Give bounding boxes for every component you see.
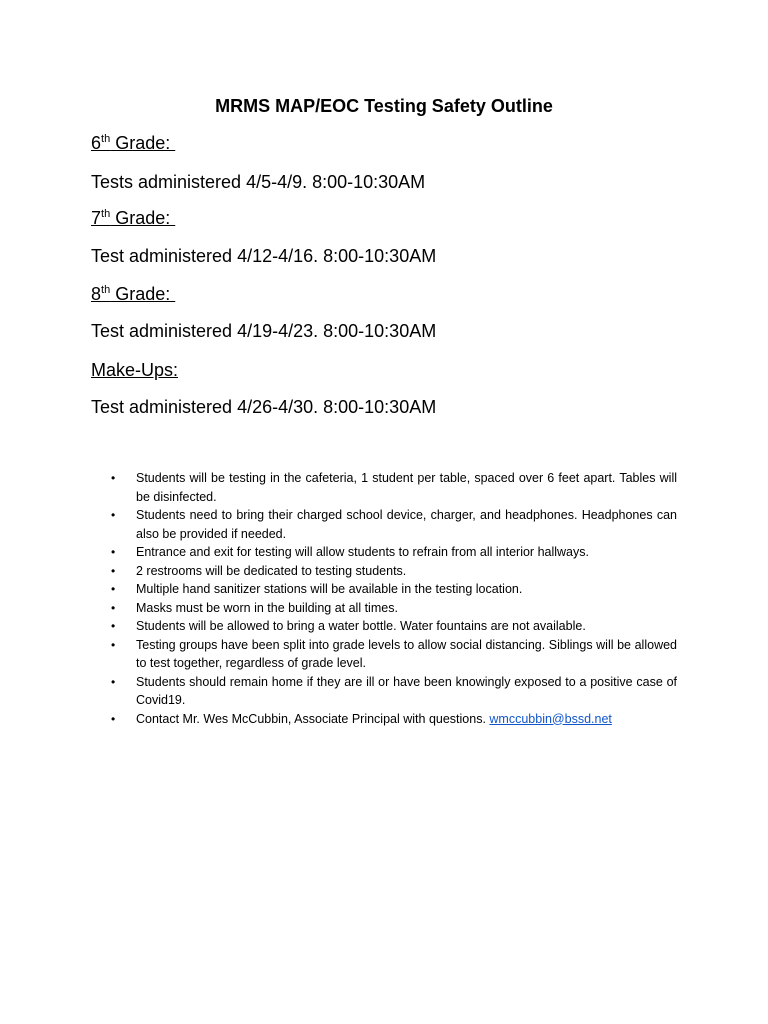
grade-number: 6 [91,133,102,153]
grade-suffix: th [101,133,111,145]
list-item [109,599,677,618]
grade-suffix: th [101,284,111,296]
bullet-dot: • [111,637,116,652]
list-item [109,562,677,581]
list-item [109,617,677,636]
bullet-dot: • [111,674,116,689]
makeups-administered: Test administered 4/26-4/30. 8:00-10:30AM [91,397,437,417]
grade-label: Grade: [110,208,176,228]
bullet-dot: • [111,711,116,726]
list-item [109,506,677,543]
bullet-dot: • [111,508,116,522]
list-item-text: 2 restrooms will be dedicated to testing students. [136,563,407,578]
grade-label: Grade: [110,284,176,304]
bullet-dot: • [111,471,116,485]
grade-8-heading [91,282,175,306]
grade-label: Grade: [110,133,176,153]
list-item [109,580,677,599]
list-item-text: Entrance and exit for testing will allow students to refrain from all interior hallways. [136,545,589,559]
list-item-text: Students should remain home if they are ill or have been knowingly exposed to a positive case of Covid19. [136,674,677,707]
grade-suffix: th [101,208,111,220]
list-item [109,636,677,673]
makeups-heading: Make-Ups: [91,360,179,380]
list-item-text: Multiple hand sanitizer stations will be available in the testing location. [136,582,523,596]
grade-6-administered: Tests administered 4/5-4/9. 8:00-10:30AM [91,172,426,192]
list-item-text: Contact Mr. Wes McCubbin, Associate Principal with questions. [136,711,490,726]
grade-7-heading [91,206,175,230]
grade-8-administered: Test administered 4/19-4/23. 8:00-10:30AM [91,321,437,341]
list-item-text: Masks must be worn in the building at all times. [136,600,398,615]
list-item [109,543,677,562]
list-item-text: Students will be testing in the cafeteria, 1 student per table, spaced over 6 feet apart. Tables will be disinfected. [136,471,677,504]
bullet-dot: • [111,619,116,633]
grade-number: 7 [91,208,102,228]
bullet-dot: • [111,600,116,615]
grade-number: 8 [91,284,102,304]
list-item [109,469,677,506]
list-item [109,673,677,710]
bullet-dot: • [111,582,116,596]
safety-bullet-list [109,469,677,728]
grade-6-heading [91,131,175,155]
document-title: MRMS MAP/EOC Testing Safety Outline [215,96,553,116]
list-item-text: Testing groups have been split into grade levels to allow social distancing. Siblings will be allowed to test together, regardless of grade level. [136,637,677,670]
grade-7-administered: Test administered 4/12-4/16. 8:00-10:30AM [91,246,437,266]
list-item [109,710,677,729]
list-item-text: Students will be allowed to bring a water bottle. Water fountains are not available. [136,619,586,633]
bullet-dot: • [111,563,116,578]
list-item-text: Students need to bring their charged school device, charger, and headphones. Headphones can also be provided if needed. [136,508,677,541]
bullet-dot: • [111,545,116,559]
contact-email-link[interactable]: wmccubbin@bssd.net [489,711,612,726]
